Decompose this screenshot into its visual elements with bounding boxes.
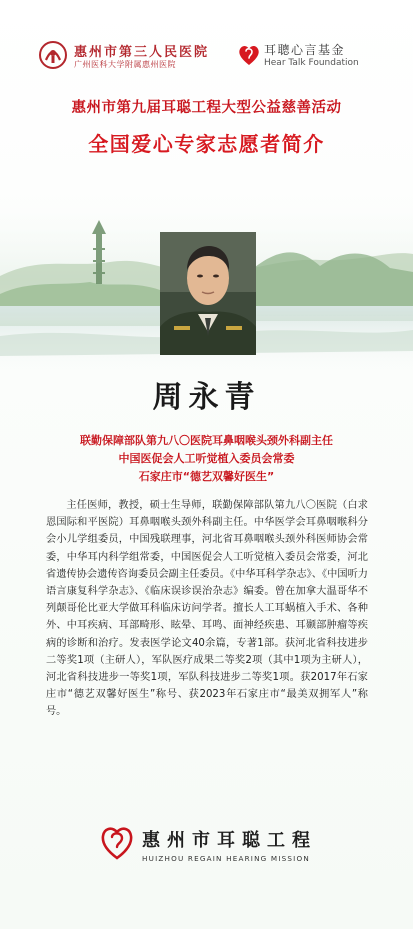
ear-heart-icon: [236, 42, 262, 68]
expert-portrait-photo: [160, 232, 256, 355]
hospital-name: 惠州市第三人民医院: [74, 45, 210, 60]
hospital-emblem-icon: [38, 40, 68, 70]
expert-biography: 主任医师，教授，硕士生导师，联勤保障部队第九八〇医院（白求恩国际和平医院）耳鼻咽喉头颈外科副主任。中华医学会耳鼻咽喉科分会小儿学组委员，中国残联理事，河北省耳鼻咽喉头颈外科医师协会常委，中华耳内科学组常委，中国医促会人工听觉植入委员会常委，河北省遗传协会遗传咨询委员会副主任委员。《中华耳科学杂志》、《中国听力语言康复科学杂志》、《临床误诊误治杂志》编委。曾在加拿大温哥华不列颠哥伦比亚大学做耳科临床访问学者。擅长人工耳蜗植入手术、各种外、中耳疾病、耳部畸形、眩晕、耳鸣、面神经疾患、耳颞部肿瘤等疾病的诊断和治疗。发表医学论文40余篇，专著1部。获河北省科技进步二等奖1项（主研人），军队医疗成果二等奖2项（其中1项为主研人），河北省科技进步一等奖1项，军队科技进步二等奖1项。获2017年石家庄市“德艺双馨好医生”称号、获2023年石家庄市“最美双拥军人”称号。: [46, 500, 368, 718]
mission-english-name: HUIZHOU REGAIN HEARING MISSION: [142, 854, 310, 863]
foundation-name: 耳聰心言基金: [264, 43, 346, 57]
mission-name: 惠州市耳聪工程: [142, 830, 317, 851]
expert-name: 周永青: [152, 380, 261, 415]
expert-roles: [0, 432, 413, 486]
foundation-english-name: Hear Talk Foundation: [264, 58, 359, 68]
mission-logo: [100, 822, 330, 876]
heart-ear-mission-icon: [100, 822, 134, 862]
hospital-subtitle: 广州医科大学附属惠州医院: [74, 60, 176, 69]
foundation-logo: [236, 40, 386, 70]
role-line: 石家庄市“德艺双馨好医生”: [138, 470, 275, 483]
role-line: 中国医促会人工听觉植入委员会常委: [118, 452, 295, 465]
role-line: 联勤保障部队第九八〇医院耳鼻咽喉头颈外科副主任: [80, 434, 333, 447]
page-title: 全国爱心专家志愿者简介: [88, 132, 325, 156]
hospital-logo: [38, 40, 208, 70]
event-title: 惠州市第九届耳聪工程大型公益慈善活动: [71, 100, 342, 116]
